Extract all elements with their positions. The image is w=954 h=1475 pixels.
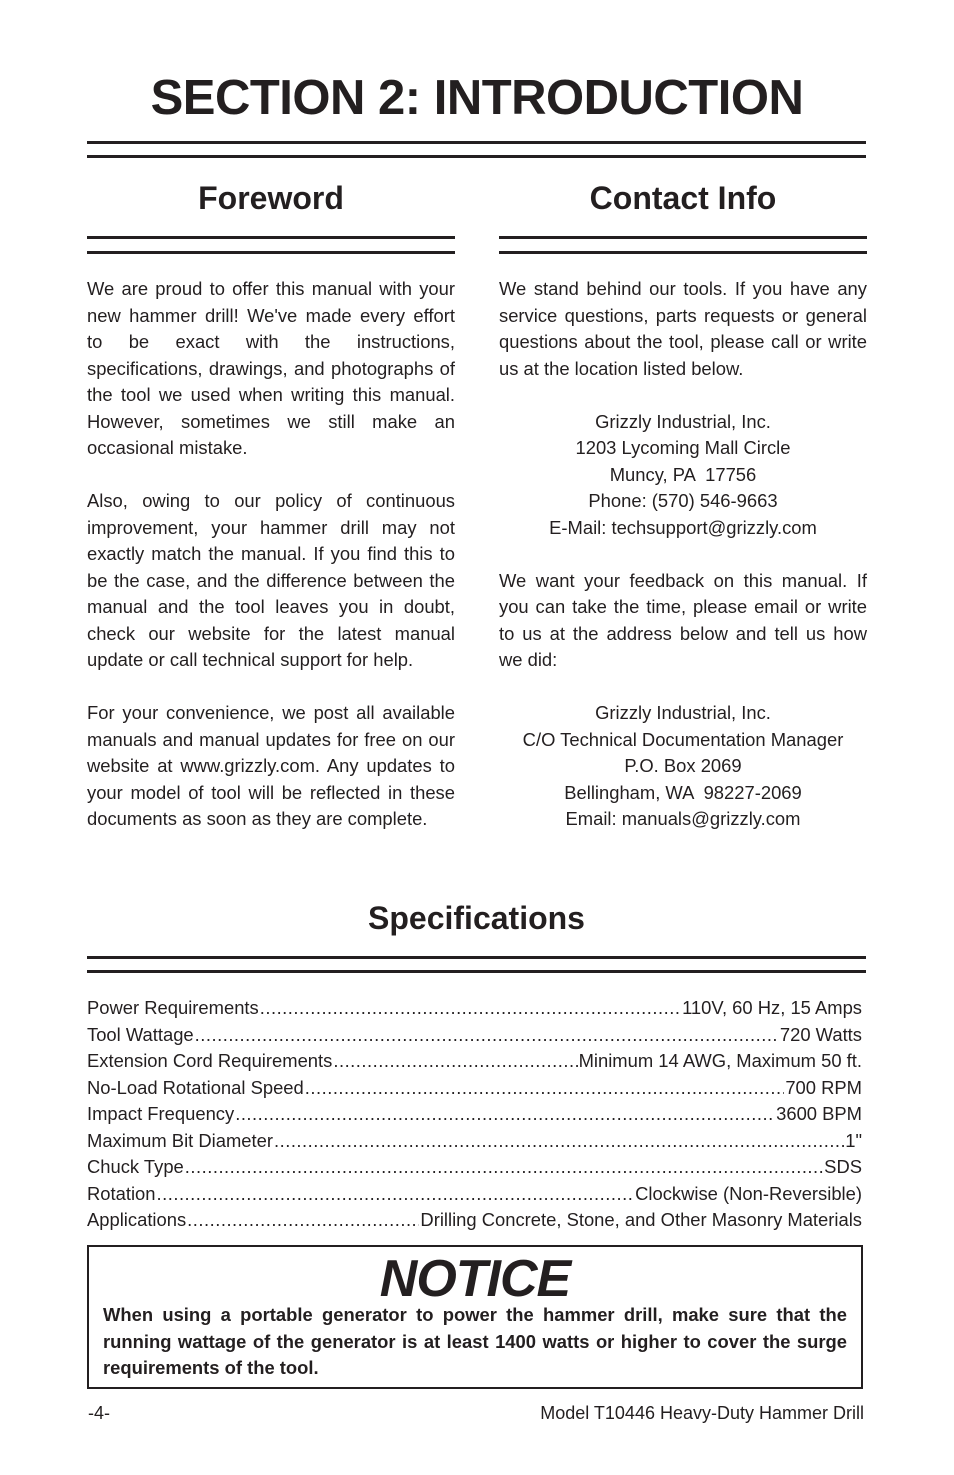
spec-value: Minimum 14 AWG, Maximum 50 ft. <box>578 1050 862 1071</box>
notice-box <box>87 1245 863 1389</box>
address-line: Bellingham, WA 98227-2069 <box>564 781 802 803</box>
spec-row <box>87 1154 862 1181</box>
address-line: C/O Technical Documentation Manager <box>522 728 844 750</box>
spec-row <box>87 1181 862 1208</box>
foreword-rule-bottom <box>87 251 455 254</box>
spec-row <box>87 1022 862 1049</box>
contact-heading: Contact Info <box>589 180 777 216</box>
spec-label: Tool Wattage <box>87 1023 194 1045</box>
spec-row <box>87 1101 862 1128</box>
spec-label: Chuck Type <box>87 1156 184 1177</box>
documentation-address <box>499 700 867 833</box>
dot-leader <box>187 1207 419 1234</box>
address-line: 1203 Lycoming Mall Circle <box>575 437 791 458</box>
dot-leader <box>157 1181 635 1208</box>
foreword-paragraph: Also, owing to our policy of continuous improvement, your hammer drill may not exactly match the manual. If you find this to be the case, and the difference between the manual and the tool leaves you in doubt, check our website for the latest manual update or call technical support for help. <box>87 490 455 670</box>
dot-leader <box>235 1101 775 1128</box>
notice-text: When using a portable generator to power the hammer drill, make sure that the running wattage of the generator is at least 1400 watts or higher to cover the surge requirements of the tool. <box>103 1304 847 1378</box>
spec-row <box>87 1207 862 1234</box>
specifications-heading: Specifications <box>368 900 585 936</box>
specs-rule-top <box>87 956 866 959</box>
contact-intro: We stand behind our tools. If you have any service questions, parts requests or general questions about the tool, please call or write us at the location listed below. <box>499 278 867 379</box>
dot-leader <box>185 1154 823 1181</box>
address-line: Grizzly Industrial, Inc. <box>595 702 771 723</box>
spec-label: Impact Frequency <box>87 1103 235 1124</box>
address-line: Muncy, PA 17756 <box>609 463 757 485</box>
spec-row <box>87 1128 862 1155</box>
page-title: SECTION 2: INTRODUCTION <box>150 71 804 125</box>
spec-row <box>87 1048 862 1075</box>
spec-row <box>87 995 862 1022</box>
spec-label: Applications <box>87 1209 187 1230</box>
spec-label: Maximum Bit Diameter <box>87 1129 273 1151</box>
spec-value: 720 Watts <box>779 1023 862 1045</box>
specifications-table <box>87 995 862 1234</box>
spec-label: Rotation <box>87 1182 156 1204</box>
specs-rule-bottom <box>87 970 866 973</box>
dot-leader <box>274 1128 844 1155</box>
spec-value: 110V, 60 Hz, 15 Amps <box>682 997 862 1018</box>
page-number: -4- <box>88 1403 110 1423</box>
spec-value: 1" <box>845 1129 862 1151</box>
email-line: Email: manuals@grizzly.com <box>565 808 801 829</box>
foreword-body <box>87 276 455 833</box>
spec-row <box>87 1075 862 1102</box>
contact-rule-bottom <box>499 251 867 254</box>
foreword-heading: Foreword <box>198 180 344 216</box>
spec-label: Power Requirements <box>87 997 259 1018</box>
spec-value: Clockwise (Non-Reversible) <box>635 1182 862 1204</box>
contact-rule-top <box>499 236 867 239</box>
support-address <box>499 409 867 542</box>
phone-line: Phone: (570) 546-9663 <box>588 490 778 511</box>
spec-value: 700 RPM <box>785 1076 862 1098</box>
dot-leader <box>305 1075 785 1102</box>
spec-value: 3600 BPM <box>776 1103 862 1124</box>
footer-model: Model T10446 Heavy-Duty Hammer Drill <box>540 1403 864 1423</box>
foreword-paragraph: We are proud to offer this manual with your new hammer drill! We've made every effort to be exact with the instructions, specifications, drawings, and photographs of the tool we used when writing this manual. However, sometimes we still make an occasional mistake. <box>87 278 455 458</box>
spec-value: SDS <box>824 1156 862 1177</box>
notice-heading: NOTICE <box>379 1250 571 1308</box>
spec-label: No-Load Rotational Speed <box>87 1076 304 1098</box>
title-rule-top <box>87 141 866 144</box>
address-line: Grizzly Industrial, Inc. <box>595 410 771 432</box>
feedback-text: We want your feedback on this manual. If you can take the time, please email or write to us at the address below and tell us how we did: <box>499 569 867 670</box>
email-line: E-Mail: techsupport@grizzly.com <box>549 516 817 538</box>
spec-value: Drilling Concrete, Stone, and Other Masonry Materials <box>420 1209 862 1230</box>
dot-leader <box>333 1048 577 1075</box>
address-line: P.O. Box 2069 <box>624 755 742 776</box>
dot-leader <box>260 995 681 1022</box>
foreword-paragraph: For your convenience, we post all available manuals and manual updates for free on our website at www.grizzly.com. Any updates to your model of tool will be reflected in these documents as soon as they are complete. <box>87 702 455 829</box>
title-rule-bottom <box>87 155 866 158</box>
foreword-rule-top <box>87 236 455 239</box>
contact-body <box>499 276 867 859</box>
dot-leader <box>195 1022 779 1049</box>
spec-label: Extension Cord Requirements <box>87 1050 333 1071</box>
